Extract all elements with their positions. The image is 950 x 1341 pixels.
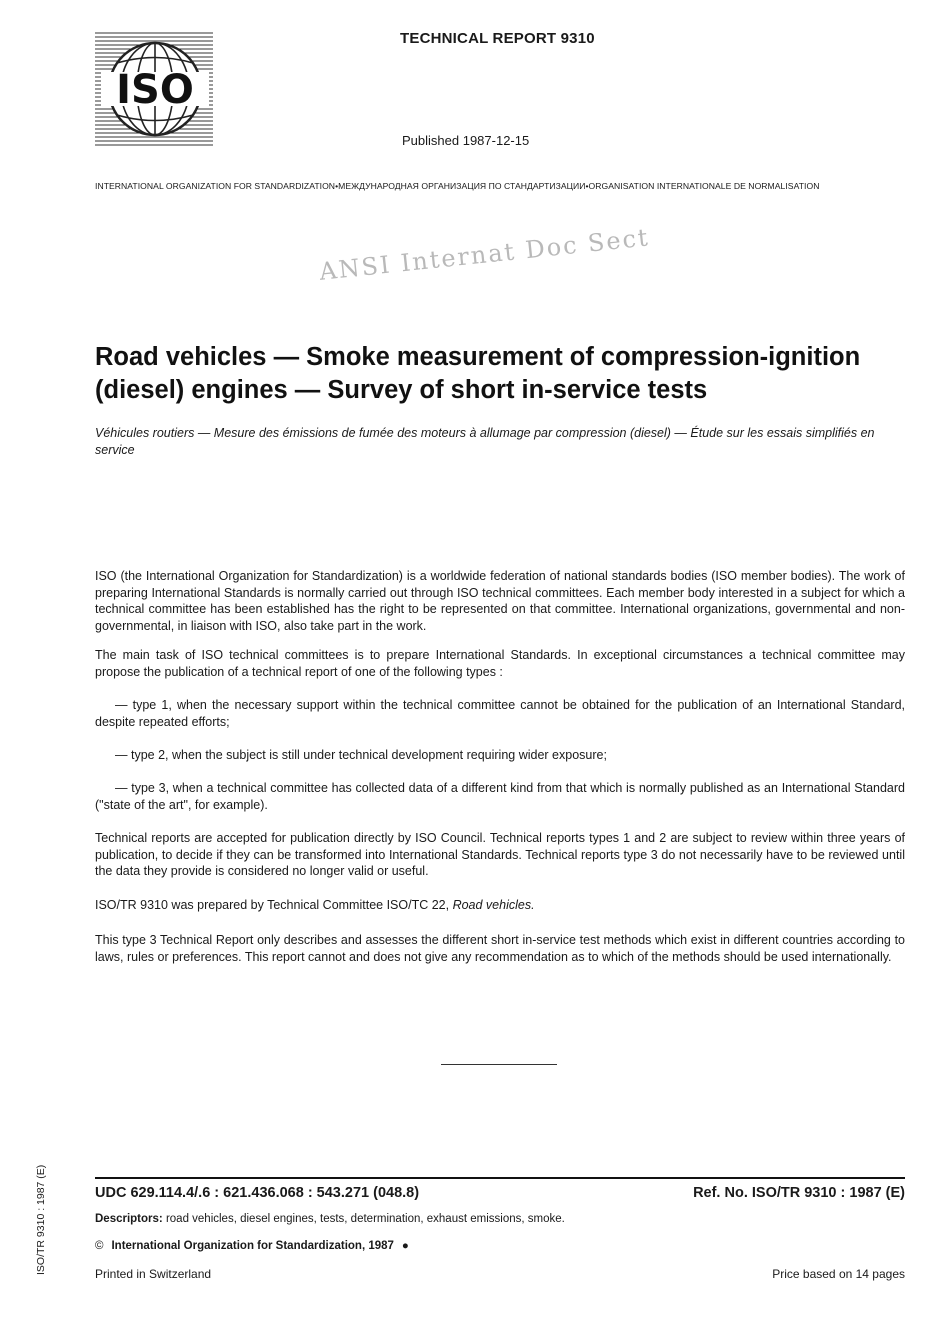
descriptors-text: road vehicles, diesel engines, tests, determination, exhaust emissions, smoke. (162, 1213, 565, 1225)
footer-rule (95, 1177, 905, 1179)
descriptors-label: Descriptors: (95, 1213, 163, 1225)
iso-logo (95, 30, 213, 148)
committee-name: Road vehicles. (452, 898, 535, 912)
copyright-line (95, 1240, 409, 1252)
paragraph-review: Technical reports are accepted for publication directly by ISO Council. Technical reports types 1 and 2 are subject to review within three years of publication, to decide if they can be transformed into International Standards. Technical reports type 3 do not necessarily have to be reviewed until the data they provide is considered no longer valid or useful. (95, 831, 905, 879)
prepared-by-text: ISO/TR 9310 was prepared by Technical Committee ISO/TC 22, (95, 898, 453, 912)
list-item-type-3: — type 3, when a technical committee has collected data of a different kind from that which is normally published as an International Standard ("state of the art", for example). (95, 781, 905, 812)
printed-location: Printed in Switzerland (95, 1267, 212, 1281)
organization-line: INTERNATIONAL ORGANIZATION FOR STANDARDIZATION•МЕЖДУНАРОДНАЯ ОРГАНИЗАЦИЯ ПО СТАНДАРТИЗАЦИИ•ORGANISATION INTERNATIONALE DE NORMALISATION (95, 181, 820, 191)
copyright-text: International Organization for Standardization, 1987 (111, 1240, 394, 1252)
paragraph-prepared-by (95, 897, 905, 914)
document-title: Road vehicles — Smoke measurement of compression-ignition (diesel) engines — Survey of short in-service tests (95, 343, 861, 404)
french-subtitle: Véhicules routiers — Mesure des émissions de fumée des moteurs à allumage par compression (diesel) — Étude sur les essais simplifiés en service (95, 426, 875, 457)
copyright-symbol: © (95, 1240, 104, 1252)
list-item-type-2: — type 2, when the subject is still under technical development requiring wider exposure; (115, 748, 607, 762)
published-date: Published 1987-12-15 (402, 133, 530, 148)
price-note: Price based on 14 pages (772, 1267, 905, 1281)
udc-code: UDC 629.114.4/.6 : 621.436.068 : 543.271 (048.8) (95, 1185, 420, 1201)
svg-text:ISO: ISO (116, 67, 194, 113)
reference-number: Ref. No. ISO/TR 9310 : 1987 (E) (693, 1185, 905, 1201)
paragraph-main-task: The main task of ISO technical committees is to prepare International Standards. In exceptional circumstances a technical committee may propose the publication of a technical report of one of the following types : (95, 648, 905, 679)
library-stamp: ANSI Internat Doc Sect (318, 223, 651, 286)
report-title: TECHNICAL REPORT 9310 (400, 30, 595, 47)
side-reference: ISO/TR 9310 : 1987 (E) (35, 1164, 47, 1275)
list-item-type-1: — type 1, when the necessary support within the technical committee cannot be obtained for the publication of an International Standard, despite repeated efforts; (95, 698, 905, 729)
paragraph-iso-intro: ISO (the International Organization for Standardization) is a worldwide federation of national standards bodies (ISO member bodies). The work of preparing International Standards is normally carried out through ISO technical committees. Each member body interested in a subject for which a technical committee has been established has the right to be represented on that committee. International organizations, governmental and non-governmental, in liaison with ISO, also take part in the work. (95, 569, 905, 633)
paragraph-scope: This type 3 Technical Report only describes and assesses the different short in-service test methods which exist in different countries according to laws, rules or preferences. This report cannot and does not give any recommendation as to which of the methods should be used internationally. (95, 933, 905, 964)
bullet-icon: ● (401, 1240, 409, 1252)
section-divider (441, 1064, 557, 1065)
descriptors (95, 1213, 565, 1225)
